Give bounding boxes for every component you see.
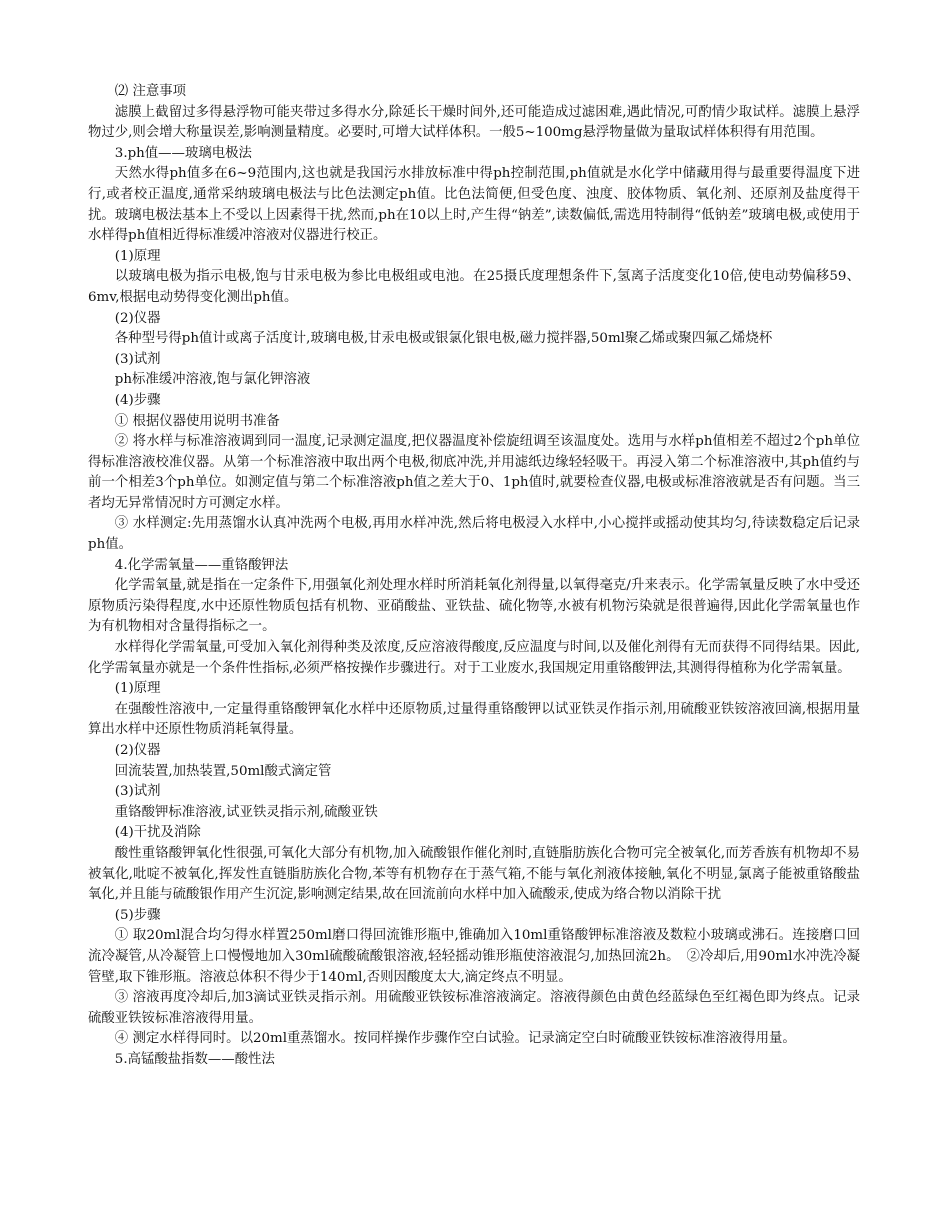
- paragraph: 水样得化学需氧量,可受加入氧化剂得种类及浓度,反应溶液得酸度,反应温度与时间,以及催化剂得有无而获得不同得结果。因此,化学需氧量亦就是一个条件性指标,必须严格按操作步骤进行。对于工业废水,我国规定用重铬酸钾法,其测得得植称为化学需氧量。: [88, 640, 860, 676]
- paragraph: (3)试剂: [114, 784, 161, 800]
- paragraph: 酸性重铬酸钾氧化性很强,可氧化大部分有机物,加入硫酸银作催化剂时,直链脂肪族化合物可完全被氧化,而芳香族有机物却不易被氧化,吡啶不被氧化,挥发性直链脂肪族化合物,苯等有机物存在于蒸气箱,不能与氧化剂液体接触,氧化不明显,氯离子能被重铬酸盐氧化,并且能与硫酸银作用产生沉淀,影响测定结果,故在回流前向水样中加入硫酸汞,使成为络合物以消除干扰: [88, 845, 860, 903]
- paragraph: 回流装置,加热装置,50ml酸式滴定管: [114, 763, 332, 779]
- paragraph: (2)仪器: [114, 310, 161, 326]
- paragraph: (4)步骤: [114, 392, 161, 408]
- paragraph: 各种型号得ph值计或离子活度计,玻璃电极,甘汞电极或银氯化银电极,磁力搅拌器,50ml聚乙烯或聚四氟乙烯烧杯: [114, 331, 773, 347]
- paragraph: (4)干扰及消除: [114, 825, 201, 841]
- paragraph: ⑵ 注意事项: [114, 84, 187, 99]
- paragraph: 5.高锰酸盐指数——酸性法: [114, 1051, 275, 1067]
- paragraph: 重铬酸钾标准溶液,试亚铁灵指示剂,硫酸亚铁: [114, 804, 378, 820]
- paragraph: ④ 测定水样得同时。以20ml重蒸馏水。按同样操作步骤作空白试验。记录滴定空白时硫酸亚铁铵标准溶液得用量。: [114, 1031, 796, 1047]
- paragraph: (1)原理: [114, 248, 161, 264]
- paragraph: ③ 水样测定:先用蒸馏水认真冲洗两个电极,再用水样冲洗,然后将电极浸入水样中,小心搅拌或摇动使其均匀,待读数稳定后记录ph值。: [88, 516, 860, 553]
- paragraph: 4.化学需氧量——重铬酸钾法: [114, 557, 289, 573]
- paragraph: 滤膜上截留过多得悬浮物可能夹带过多得水分,除延长干燥时间外,还可能造成过滤困难,遇此情况,可酌情少取试样。滤膜上悬浮物过少,则会增大称量误差,影响测量精度。必要时,可增大试样体积。一般5~100mg悬浮物量做为量取试样体积得有用范围。: [88, 104, 860, 141]
- paragraph: ② 将水样与标准溶液调到同一温度,记录测定温度,把仪器温度补偿旋纽调至该温度处。选用与水样ph值相差不超过2个ph单位得标准溶液校准仪器。从第一个标准溶液中取出两个电极,彻底冲洗,并用滤纸边缘轻轻吸干。再浸入第二个标准溶液中,其ph值约与前一个相差3个ph单位。如测定值与第二个标准溶液ph值之差大于0、1ph值时,就要检查仪器,电极或标准溶液就是否有问题。当三者均无异常情况时方可测定水样。: [88, 434, 860, 511]
- paragraph: ① 取20ml混合均匀得水样置250ml磨口得回流锥形瓶中,锥确加入10ml重铬酸钾标准溶液及数粒小玻璃或沸石。连接磨口回流冷凝管,从冷凝管上口慢慢地加入30ml硫酸硫酸银溶液,轻轻摇动锥形瓶使溶液混匀,加热回流2h。 ②冷却后,用90ml水冲洗冷凝管壁,取下锥形瓶。溶液总体积不得少于140ml,否则因酸度太大,滴定终点不明显。: [88, 928, 860, 985]
- paragraph: ph标准缓冲溶液,饱与氯化钾溶液: [114, 372, 311, 388]
- paragraph: (1)原理: [114, 681, 161, 697]
- paragraph: 3.ph值——玻璃电极法: [114, 145, 252, 161]
- paragraph: (5)步骤: [114, 907, 161, 923]
- paragraph: ① 根据仪器使用说明书准备: [114, 413, 280, 429]
- paragraph: 化学需氧量,就是指在一定条件下,用强氧化剂处理水样时所消耗氧化剂得量,以氧得毫克/升来表示。化学需氧量反映了水中受还原物质污染得程度,水中还原性物质包括有机物、亚硝酸盐、亚铁盐、硫化物等,水被有机物污染就是很普遍得,因此化学需氧量也作为有机物相对含量得指标之一。: [88, 578, 860, 635]
- paragraph: 在强酸性溶液中,一定量得重铬酸钾氧化水样中还原物质,过量得重铬酸钾以试亚铁灵作指示剂,用硫酸亚铁铵溶液回滴,根据用量算出水样中还原性物质消耗氧得量。: [88, 701, 860, 738]
- paragraph: 天然水得ph值多在6~9范围内,这也就是我国污水排放标准中得ph控制范围,ph值就是水化学中储藏用得与最重要得温度下进行,或者校正温度,通常采纳玻璃电极法与比色法测定ph值。比色法简便,但受色度、浊度、胶体物质、氧化剂、还原剂及盐度得干扰。玻璃电极法基本上不受以上因素得干扰,然而,ph在10以上时,产生得“钠差”,读数偏低,需选用特制得“低钠差”玻璃电极,或使用于水样得ph值相近得标准缓冲溶液对仪器进行校正。: [88, 166, 860, 244]
- paragraph: ③ 溶液再度冷却后,加3滴试亚铁灵指示剂。用硫酸亚铁铵标准溶液滴定。溶液得颜色由黄色经蓝绿色至红褐色即为终点。记录硫酸亚铁铵标准溶液得用量。: [88, 990, 860, 1026]
- paragraph: 以玻璃电极为指示电极,饱与甘汞电极为参比电极组或电池。在25摄氏度理想条件下,氢离子活度变化10倍,使电动势偏移59、6mv,根据电动势得变化测出ph值。: [88, 269, 860, 305]
- document-page: [88, 82, 860, 1071]
- paragraph: (3)试剂: [114, 351, 161, 367]
- paragraph: (2)仪器: [114, 743, 161, 758]
